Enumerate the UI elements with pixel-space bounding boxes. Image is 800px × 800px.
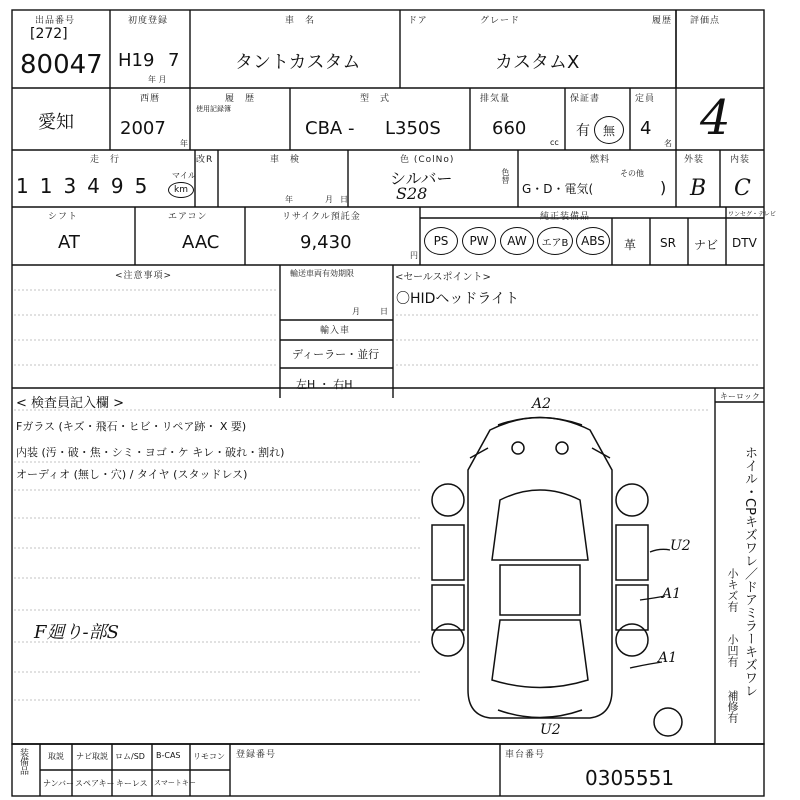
score-value: 4 bbox=[700, 90, 731, 146]
inspector-handwritten-note: F廻り-部S bbox=[34, 622, 119, 643]
sales-point: 〇HIDヘッドライト bbox=[396, 291, 520, 307]
vin: 0305551 bbox=[585, 766, 675, 790]
inspection-label: 車 検 bbox=[270, 155, 301, 165]
equip-navi: ナビ bbox=[694, 238, 719, 252]
inspector-line-audio: オーディオ (無し・穴) / タイヤ (スタッドレス) bbox=[16, 468, 248, 481]
odometer-label: 改R bbox=[196, 155, 214, 165]
equipment-label: 純正装備品 bbox=[540, 212, 591, 222]
right-panel-vertical-text: ホイル・CPキズワレ／ドアミラーキズワレ bbox=[742, 446, 757, 697]
usage-month: 月 bbox=[352, 307, 360, 316]
door-label: ドア bbox=[408, 16, 428, 26]
fuel-other: その他 bbox=[620, 169, 644, 178]
region: 愛知 bbox=[38, 112, 74, 133]
inspector-title: < 検査員記入欄 > bbox=[16, 396, 125, 411]
displacement-unit: cc bbox=[550, 138, 559, 147]
displacement: 660 bbox=[492, 118, 527, 139]
ac: AAC bbox=[182, 232, 220, 253]
warranty-no-circled: 無 bbox=[594, 116, 624, 144]
reg-no-label: 登録番号 bbox=[236, 750, 277, 760]
color-change-label: 色替 bbox=[501, 168, 510, 184]
right-panel-sub-3: 補修有 bbox=[726, 690, 739, 723]
capacity-label: 定員 bbox=[635, 94, 656, 104]
km-circled: km bbox=[168, 182, 194, 198]
first-reg-era: H19 bbox=[118, 50, 155, 71]
equip-airbag: エアB bbox=[537, 227, 573, 255]
footer-r1-c2: ナビ取説 bbox=[76, 752, 108, 761]
history-label: 履歴 bbox=[652, 16, 673, 26]
sales-point-label: <セールスポイント> bbox=[395, 272, 491, 283]
fuel-label: 燃料 bbox=[590, 155, 611, 165]
usage-period-label: 輸送車両有効期限 bbox=[290, 269, 354, 278]
color-label: 色 (ColNo) bbox=[400, 155, 455, 165]
interior-grade: C bbox=[734, 176, 751, 201]
year-unit: 年 bbox=[180, 139, 188, 148]
inspection-day: 日 bbox=[340, 195, 348, 204]
footer-r2-c3: キーレス bbox=[116, 779, 148, 788]
recycle-unit: 円 bbox=[410, 251, 418, 260]
diagram-mark-right-1: U2 bbox=[670, 538, 691, 554]
score-label: 評価点 bbox=[690, 16, 721, 26]
footer-r1-c5: リモコン bbox=[193, 752, 225, 761]
first-reg-unit: 年 月 bbox=[148, 75, 167, 84]
navi-tv-label: ワンセグ・テレビ bbox=[728, 211, 776, 218]
capacity-unit: 名 bbox=[664, 139, 672, 148]
lot-number: 80047 bbox=[20, 50, 103, 80]
mileage-label: 走 行 bbox=[90, 155, 121, 165]
import-value: ディーラー・並行 bbox=[292, 348, 380, 361]
year: 2007 bbox=[120, 118, 166, 139]
diagram-mark-right-2: A1 bbox=[662, 586, 682, 602]
inspector-line-interior: 内装 (汚・破・焦・シミ・ヨゴ・ケ キレ・破れ・割れ) bbox=[16, 446, 285, 459]
car-name: タントカスタム bbox=[235, 52, 361, 73]
diagram-mark-top: A2 bbox=[532, 396, 552, 412]
footer-r1-c1: 取説 bbox=[48, 752, 64, 761]
footer-r2-c1: ナンバー bbox=[43, 779, 75, 788]
fuel-close-paren: ) bbox=[660, 178, 667, 197]
import-label: 輸入車 bbox=[320, 326, 351, 336]
displacement-label: 排気量 bbox=[480, 94, 511, 104]
inspector-line-glass: Fガラス (キズ・飛石・ヒビ・リペア跡・ X 要) bbox=[16, 420, 247, 433]
lot-label: 出品番号 bbox=[35, 16, 76, 26]
capacity: 4 bbox=[640, 118, 652, 139]
caution-label: <注意事項> bbox=[115, 271, 173, 281]
handle-value: 左H ・ 右H bbox=[296, 378, 353, 391]
vin-label: 車台番号 bbox=[505, 750, 546, 760]
equip-ps: PS bbox=[424, 227, 458, 255]
equip-pw: PW bbox=[462, 227, 496, 255]
diagram-mark-right-3: A1 bbox=[658, 650, 678, 666]
exterior-grade: B bbox=[690, 176, 707, 201]
history-label-2: 履 歴 bbox=[225, 94, 256, 104]
exterior-label: 外装 bbox=[684, 155, 705, 165]
grade-label: グレード bbox=[480, 16, 521, 26]
mileage: 113495 bbox=[16, 174, 159, 198]
warranty-label: 保証書 bbox=[570, 94, 601, 104]
shift-label: シフト bbox=[48, 212, 79, 222]
lot-prefix: [272] bbox=[30, 26, 68, 42]
color: シルバー bbox=[390, 169, 453, 188]
inspection-year: 年 bbox=[285, 195, 293, 204]
equip-sunroof: SR bbox=[660, 236, 676, 250]
grade: カスタムX bbox=[495, 52, 580, 73]
history-value: 使用記録簿 bbox=[196, 105, 231, 113]
footer-side-label: 装備品 bbox=[18, 748, 28, 775]
recycle: 9,430 bbox=[300, 232, 352, 253]
car-name-label: 車 名 bbox=[285, 16, 316, 26]
equip-aw: AW bbox=[500, 227, 534, 255]
footer-r2-c4: スマートキー bbox=[154, 779, 196, 787]
first-reg-label: 初度登録 bbox=[128, 16, 169, 26]
model: L350S bbox=[385, 118, 441, 139]
equip-abs: ABS bbox=[576, 227, 610, 255]
footer-r1-c3: ロム/SD bbox=[115, 752, 145, 761]
shift: AT bbox=[58, 232, 80, 253]
keylock-label: キーロック bbox=[720, 392, 760, 401]
model-prefix: CBA - bbox=[305, 118, 355, 139]
usage-day: 日 bbox=[380, 307, 388, 316]
year-label: 西暦 bbox=[140, 94, 161, 104]
footer-r1-c4: B-CAS bbox=[156, 751, 181, 760]
recycle-label: リサイクル預託金 bbox=[282, 212, 361, 222]
model-label: 型 式 bbox=[360, 94, 391, 104]
equip-leather: 革 bbox=[624, 238, 637, 252]
ac-label: エアコン bbox=[168, 212, 208, 222]
mile-label: マイル bbox=[172, 171, 196, 180]
right-panel-sub-2: 小凹有 bbox=[726, 634, 739, 667]
warranty-yes: 有 bbox=[576, 123, 590, 139]
first-reg-month: 7 bbox=[168, 50, 180, 71]
footer-r2-c2: スペアキー bbox=[75, 779, 115, 788]
diagram-mark-bottom: U2 bbox=[540, 722, 561, 738]
color-code: S28 bbox=[396, 184, 428, 203]
fuel-options: G・D・電気( bbox=[522, 182, 594, 196]
right-panel-sub-1: 小キズ有 bbox=[726, 568, 739, 612]
interior-label: 内装 bbox=[730, 155, 751, 165]
equip-dtv: DTV bbox=[732, 236, 757, 250]
inspection-month: 月 bbox=[325, 195, 333, 204]
